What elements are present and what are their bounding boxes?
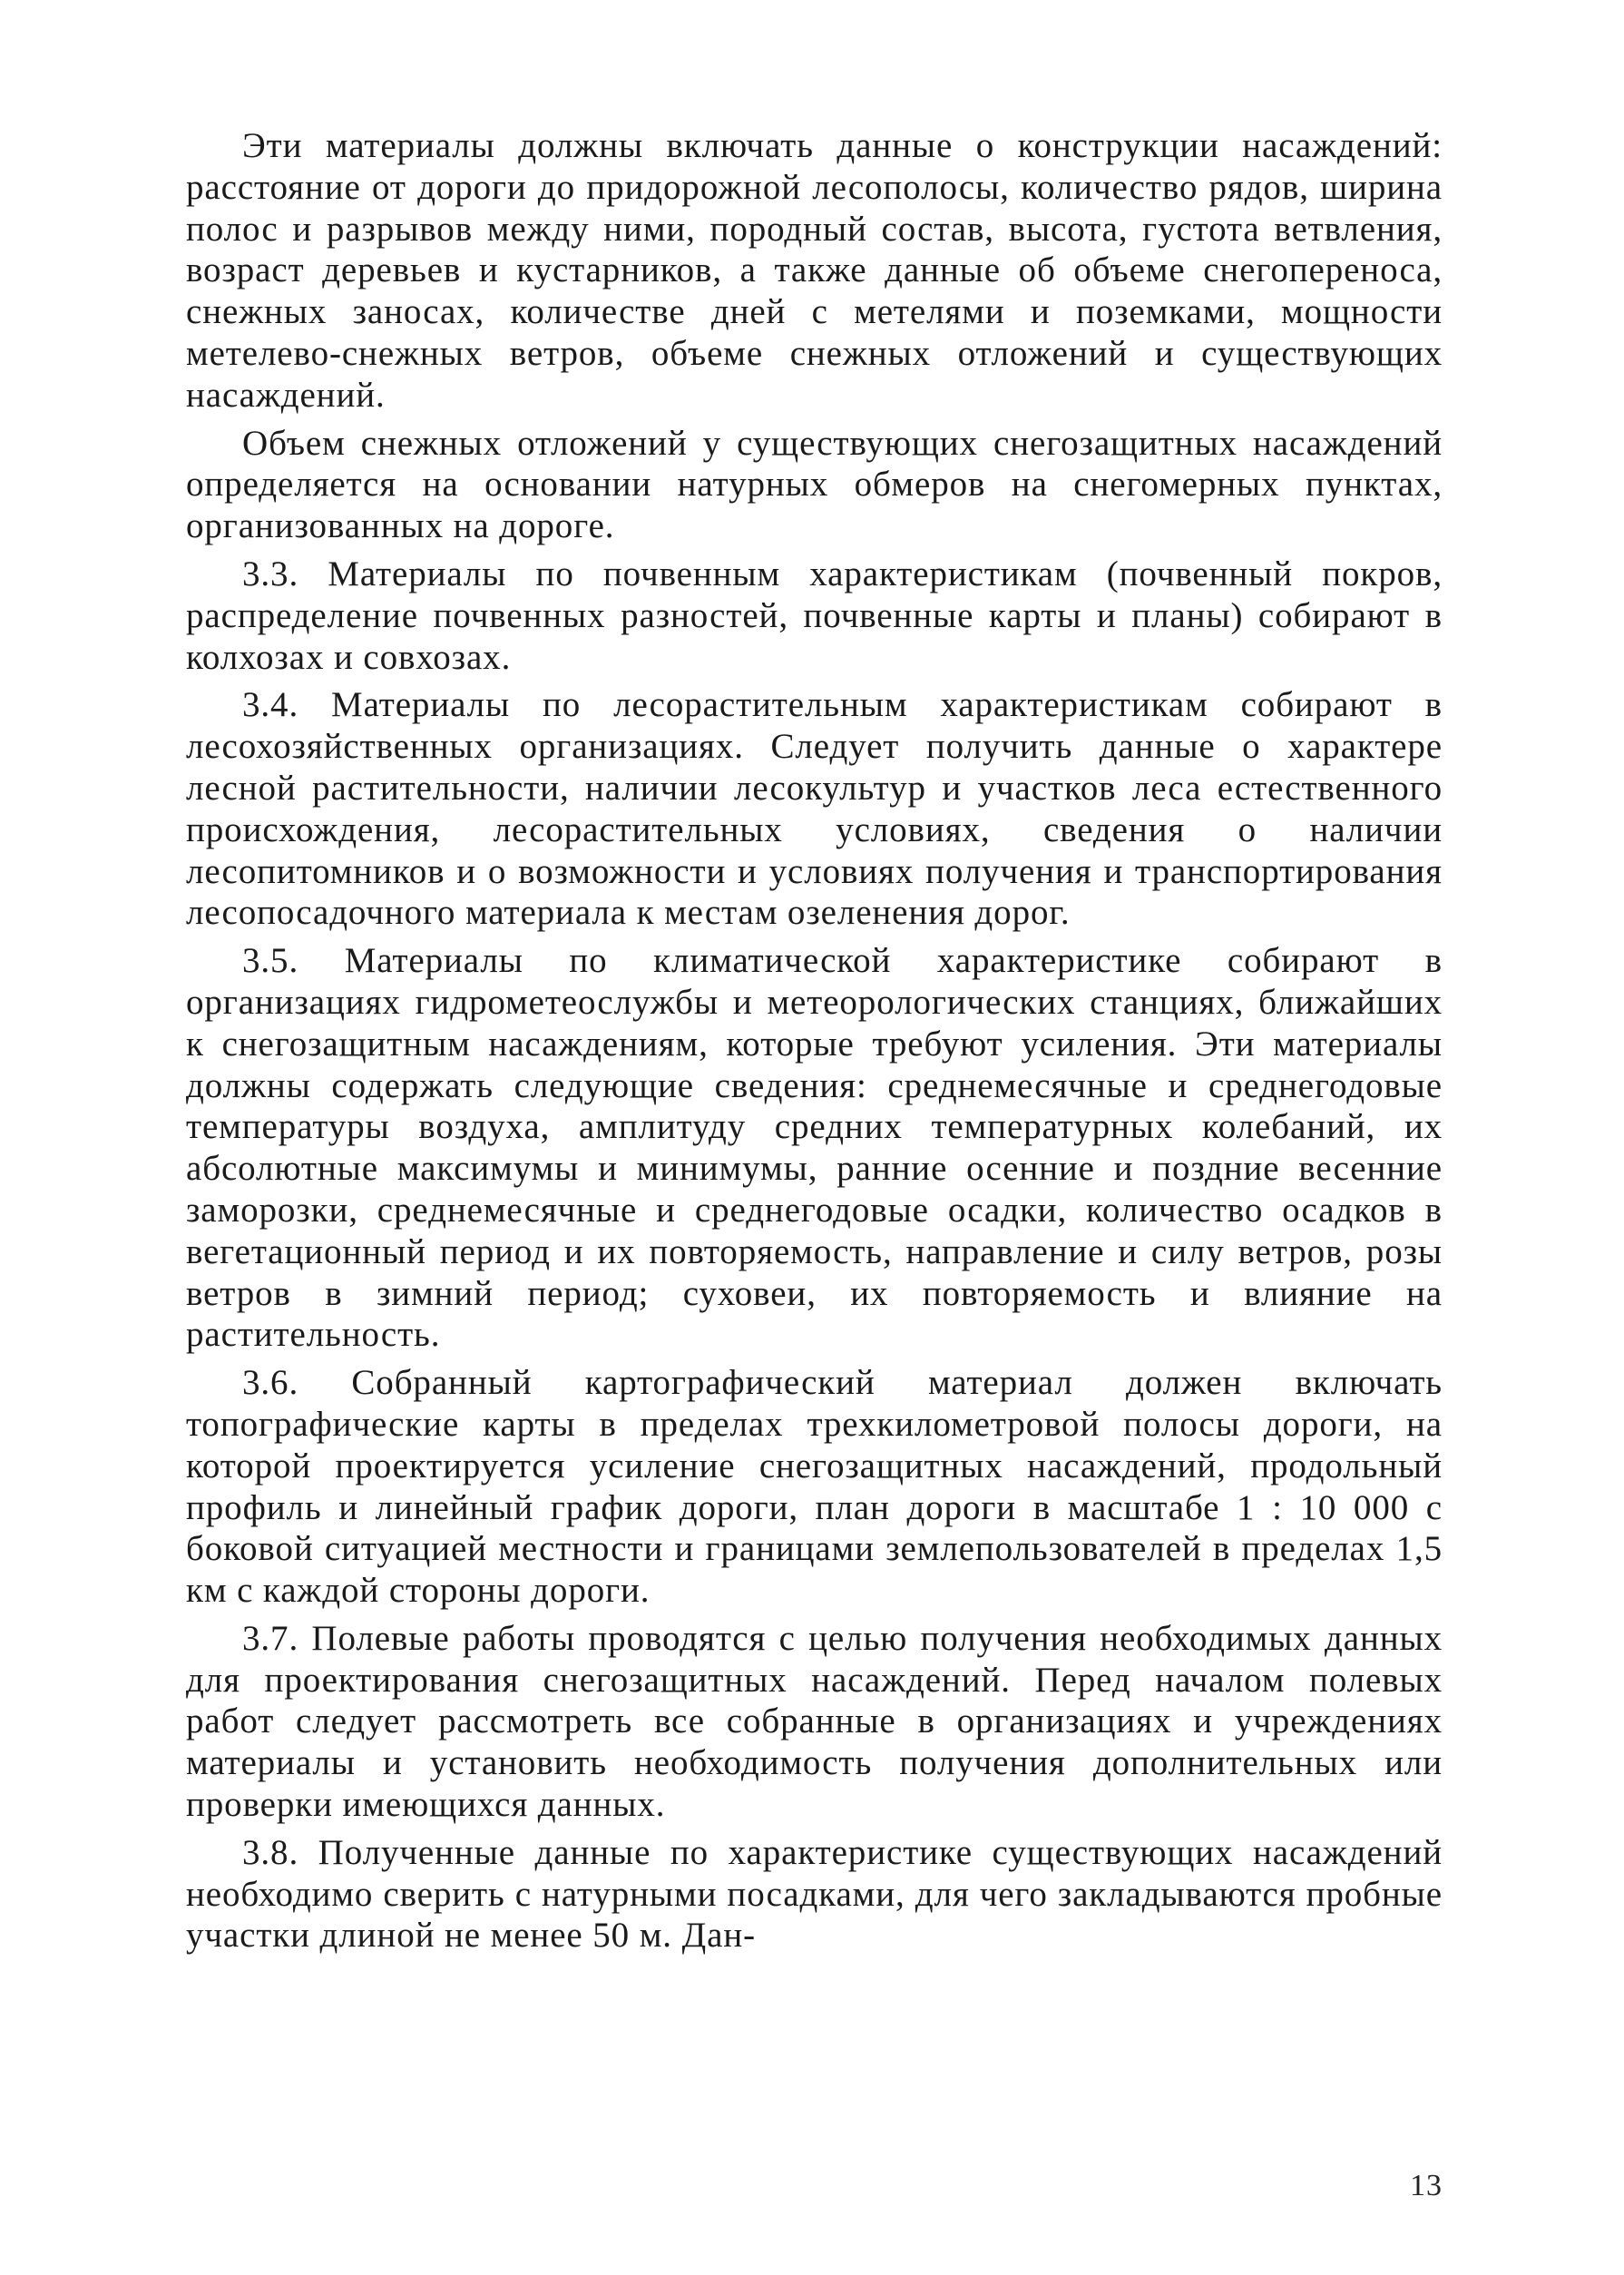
paragraph-snow-deposits-volume: Объем снежных отложений у существующих снегозащитных насаждений определяется на основании натурных обмеров на снегомерных пунктах, организованных на дороге. bbox=[186, 423, 1443, 546]
paragraph-materials-planting-structure: Эти материалы должны включать данные о конструкции насаждений: расстояние от дороги до придорожной лесополосы, количество рядов, ширина полос и разрывов между ними, породный состав, высота, густота ветвления, возраст деревьев и кустарников, а также данные об объеме снегопереноса, снежных заносах, количестве дней с метелями и поземками, мощности метелево-снежных ветров, объеме снежных отложений и существующих насаждений. bbox=[186, 126, 1443, 415]
paragraph-3-4-forest-characteristics: 3.4. Материалы по лесорастительным характеристикам собирают в лесохозяйственных организациях. Следует получить данные о характере лесной растительности, наличии лесокультур и участков леса естественного происхождения, лесорастительных условиях, сведения о наличии лесопитомников и о возможности и условиях получения и транспортирования лесопосадочного материала к местам озеленения дорог. bbox=[186, 685, 1443, 933]
paragraph-3-5-climate-characteristics: 3.5. Материалы по климатической характеристике собирают в организациях гидрометеослужбы и метеорологических станциях, ближайших к снегозащитным насаждениям, которые требуют усиления. Эти материалы должны содержать следующие сведения: среднемесячные и среднегодовые температуры воздуха, амплитуду средних температурных колебаний, их абсолютные максимумы и минимумы, ранние осенние и поздние весенние заморозки, среднемесячные и среднегодовые осадки, количество осадков в вегетационный период и их повторяемость, направление и силу ветров, розы ветров в зимний период; суховеи, их повторяемость и влияние на растительность. bbox=[186, 941, 1443, 1355]
paragraph-3-6-cartographic-material: 3.6. Собранный картографический материал должен включать топографические карты в пределах трехкилометровой полосы дороги, на которой проектируется усиление снегозащитных насаждений, продольный профиль и линейный график дороги, план дороги в масштабе 1 : 10 000 с боковой ситуацией местности и границами землепользователей в пределах 1,5 км с каждой стороны дороги. bbox=[186, 1363, 1443, 1611]
paragraph-3-3-soil-characteristics: 3.3. Материалы по почвенным характеристикам (почвенный покров, распределение почвенных разностей, почвенные карты и планы) собирают в колхозах и совхозах. bbox=[186, 554, 1443, 677]
document-page bbox=[186, 125, 1443, 1963]
paragraph-3-8-verification: 3.8. Полученные данные по характеристике существующих насаждений необходимо сверить с натурными посадками, для чего закладываются пробные участки длиной не менее 50 м. Дан- bbox=[186, 1832, 1443, 1956]
page-number: 13 bbox=[1410, 2169, 1443, 2202]
paragraph-3-7-field-work: 3.7. Полевые работы проводятся с целью получения необходимых данных для проектирования снегозащитных насаждений. Перед началом полевых работ следует рассмотреть все собранные в организациях и учреждениях материалы и установить необходимость получения дополнительных или проверки имеющихся данных. bbox=[186, 1618, 1443, 1825]
